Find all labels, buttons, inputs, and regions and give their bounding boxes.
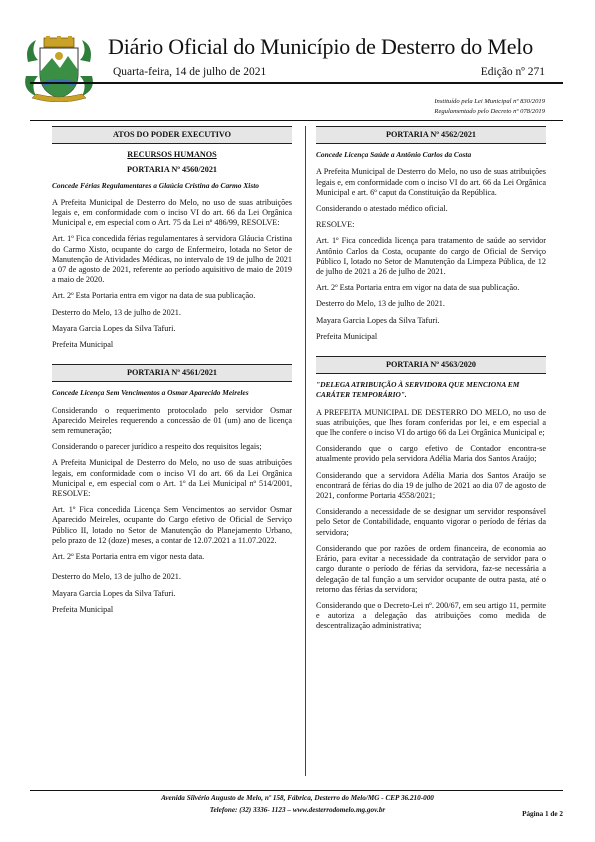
page-number: Página 1 de 2: [522, 810, 563, 818]
portaria-4563-paragraph: A PREFEITA MUNICIPAL DE DESTERRO DO MELO, no uso de suas atribuições, que lhes foram conferidas por lei, e em especial a que lhe confere o inciso VI do artigo 66 da Lei Orgânica Municipal e;: [316, 407, 546, 438]
portaria-4560-place-date: Desterro do Melo, 13 de julho de 2021.: [52, 307, 181, 317]
portaria-4563-paragraph: Considerando que o Decreto-Lei nº. 200/67, em seu artigo 11, permite e autoriza a delegação das atribuições como medida de descentralização administrativa;: [316, 600, 546, 631]
portaria-4560-paragraph: Art. 1º Fica concedida férias regulamentares à servidora Gláucia Cristina do Carmo Xisto, ocupante do cargo de Enfermeiro, lotada no Setor de Manutenção de Atividades Médicas, no intervalo de 19 de julho de 2021 a 07 de agosto de 2021, referente ao período aquisitivo de maio de 2019 a maio de 2020.: [52, 234, 292, 285]
portaria-4562-paragraph: RESOLVE:: [316, 220, 355, 230]
edition-number: Edição nº 271: [480, 66, 545, 78]
footer-address: Avenida Silvério Augusto de Melo, nº 158, Fábrica, Desterro do Melo/MG - CEP 36.210-000: [161, 794, 434, 802]
portaria-4563-paragraph: Considerando que a servidora Adélia Maria dos Santos Araújo se encontrará de férias do dia 19 de julho de 2021 ao dia 07 de agosto de 2021, conforme Portaria 4558/2021;: [316, 470, 546, 501]
portaria-4561-paragraph: Art. 2º Esta Portaria entra em vigor nesta data.: [52, 552, 205, 562]
portaria-4563-title: PORTARIA Nº 4563/2020: [316, 356, 546, 374]
portaria-4562-paragraph: Considerando o atestado médico oficial.: [316, 204, 448, 214]
portaria-4562-paragraph: Art. 1º Fica concedida licença para tratamento de saúde ao servidor Antônio Carlos da Costa, ocupante do cargo de Oficial de Serviço Público I, lotado no Setor de Manutenção da Limpeza Pública, de 12 de julho de 2021 a 26 de julho de 2021.: [316, 236, 546, 277]
footer-rule: [30, 790, 563, 791]
portaria-4560-paragraph: Art. 2º Esta Portaria entra em vigor na data de sua publicação.: [52, 291, 256, 301]
municipal-coat-of-arms-icon: [22, 36, 96, 102]
column-divider: [305, 126, 306, 776]
subsection-heading: RECURSOS HUMANOS: [127, 150, 217, 160]
signature-name: Mayara Garcia Lopes da Silva Tafuri.: [316, 315, 440, 325]
portaria-4562-title: PORTARIA Nº 4562/2021: [316, 126, 546, 144]
portaria-4563-subject: "DELEGA ATRIBUIÇÃO À SERVIDORA QUE MENCIONA EM CARÁTER TEMPORÁRIO".: [316, 380, 520, 400]
portaria-4560-title: PORTARIA Nº 4560/2021: [126, 165, 218, 175]
portaria-4562-subject: Concede Licença Saúde a Antônio Carlos da Costa: [316, 150, 472, 160]
header-rule: [30, 82, 563, 84]
portaria-4562-place-date: Desterro do Melo, 13 de julho de 2021.: [316, 299, 445, 309]
portaria-4561-subject: Concede Licença Sem Vencimentos a Osmar Aparecido Meireles: [52, 388, 249, 398]
footer-contact: Telefone: (32) 3336- 1123 – www.desterrodomelo.mg.gov.br: [209, 806, 386, 814]
portaria-4561-paragraph: Considerando o parecer jurídico a respeito dos requisitos legais;: [52, 442, 262, 452]
portaria-4563-paragraph: Considerando que o cargo efetivo de Contador encontra-se atualmente provido pela servidora Adélia Maria dos Santos Araújo;: [316, 444, 546, 464]
signature-role: Prefeita Municipal: [52, 340, 114, 350]
header-bottom-rule: [30, 120, 563, 121]
signature-name: Mayara Garcia Lopes da Silva Tafuri.: [52, 588, 176, 598]
portaria-4563-paragraph: Considerando a necessidade de se designar um servidor responsável pelo Setor de Contabilidade, enquanto vigorar o período de férias da servidora;: [316, 507, 546, 537]
signature-name: Mayara Garcia Lopes da Silva Tafuri.: [52, 323, 176, 333]
regulated-note: Regulamentado pelo Decreto nº 078/2019: [434, 108, 545, 115]
portaria-4563-paragraph: Considerando que por razões de ordem financeira, de economia ao Erário, para evitar a necessidade da contratação de servidor para o cargo durante o período de férias da servidora, faz-se necessária a delegação de tal função a um servidor ocupante de outra pasta, até o retorno das férias da servidora;: [316, 543, 546, 594]
portaria-4561-paragraph: Considerando o requerimento protocolado pelo servidor Osmar Aparecido Meireles requerendo a concessão de 01 (um) ano de licença sem remuneração;: [52, 405, 292, 436]
portaria-4561-title: PORTARIA Nº 4561/2021: [52, 364, 292, 382]
signature-role: Prefeita Municipal: [316, 331, 378, 341]
section-heading: ATOS DO PODER EXECUTIVO: [52, 126, 292, 144]
signature-role: Prefeita Municipal: [52, 604, 114, 614]
left-column: [52, 126, 292, 621]
portaria-4561-place-date: Desterro do Melo, 13 de julho de 2021.: [52, 572, 181, 582]
portaria-4560-paragraph: A Prefeita Municipal de Desterro do Melo, no uso de suas atribuições legais e, em conformidade com o inciso VI do art. 66 da Lei Orgânica Municipal e, em especial com o Art. 75 da Lei nº 486/99, RESOLVE:: [52, 197, 292, 228]
portaria-4561-paragraph: Art. 1º Fica concedida Licença Sem Vencimentos ao servidor Osmar Aparecido Meireles, ocupante do Cargo efetivo de Oficial de Serviço Público II, lotado no Setor de Manutenção do Planejamento Urbano, pelo prazo de 12 (doze) meses, a contar de 12.07.2021 a 11.07.2022.: [52, 505, 292, 545]
portaria-4561-paragraph: A Prefeita Municipal de Desterro do Melo, no uso de suas atribuições legais, em conformidade com o inciso VI do art. 66 da Lei Orgânica Municipal e, em especial com o Art. 1º da Lei Municipal nº 514/2001, RESOLVE:: [52, 458, 292, 499]
portaria-4562-paragraph: Art. 2º Esta Portaria entra em vigor na data de sua publicação.: [316, 283, 520, 293]
instituted-note: Instituído pela Lei Municipal nº 830/2019: [434, 98, 545, 105]
publication-date: Quarta-feira, 14 de julho de 2021: [113, 66, 267, 78]
gazette-title: Diário Oficial do Município de Desterro do Melo: [108, 34, 533, 59]
portaria-4560-subject: Concede Férias Regulamentares a Glaúcia Cristina do Carmo Xisto: [52, 180, 259, 190]
right-column: [316, 126, 546, 638]
portaria-4562-paragraph: A Prefeita Municipal de Desterro do Melo, no uso de suas atribuições legais e, em conformidade com o inciso VI do art. 66 da Lei Orgânica Municipal e art. 6º caput da Constituição da República.: [316, 167, 546, 197]
